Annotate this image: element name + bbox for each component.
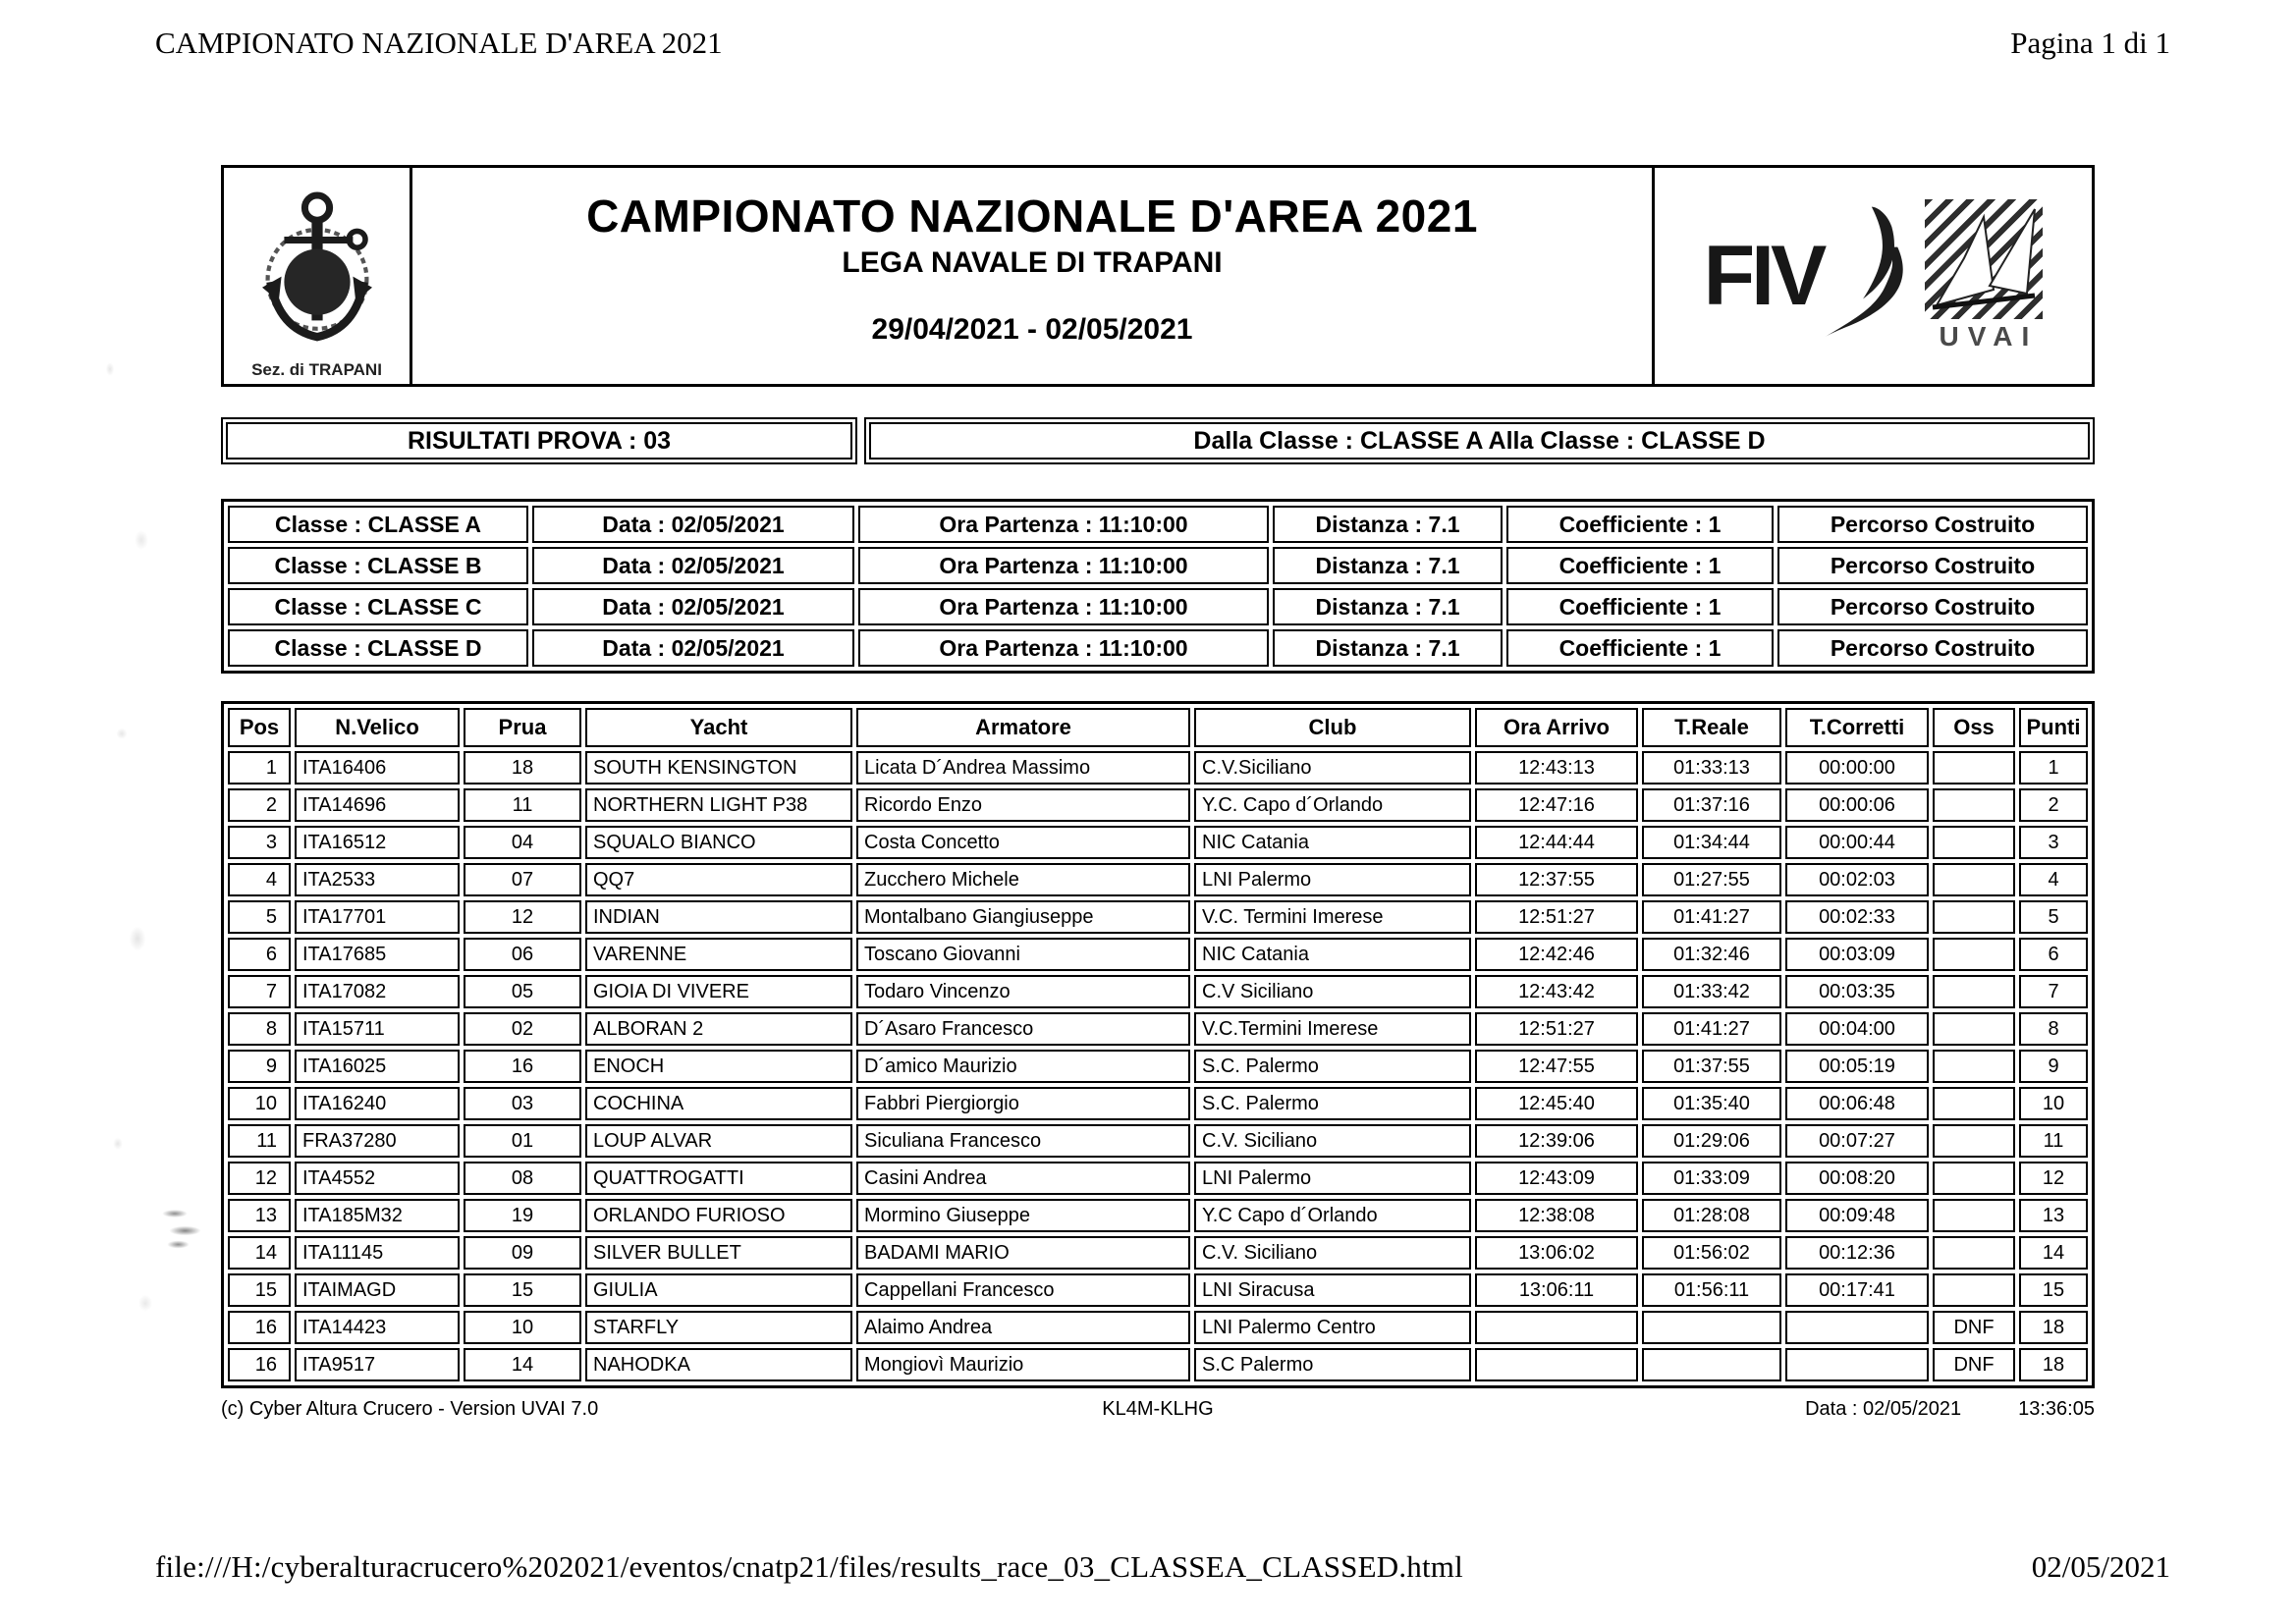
table-row-cell: Zucchero Michele <box>856 863 1190 896</box>
class-row-cell: Percorso Costruito <box>1777 547 2088 584</box>
table-row-cell: 6 <box>2019 938 2088 971</box>
table-row-cell: 4 <box>2019 863 2088 896</box>
table-row <box>228 1348 2088 1381</box>
table-row-cell: QUATTROGATTI <box>585 1162 852 1195</box>
table-row-cell: Costa Concetto <box>856 826 1190 859</box>
column-header: Oss <box>1933 708 2015 747</box>
table-row-cell <box>1933 1087 2015 1120</box>
class-row-cell: Coefficiente : 1 <box>1506 547 1774 584</box>
table-row-cell: 05 <box>464 975 581 1008</box>
class-table-body <box>228 506 2088 667</box>
table-row-cell: 01:56:11 <box>1642 1273 1781 1307</box>
table-row-cell: Casini Andrea <box>856 1162 1190 1195</box>
table-row <box>228 938 2088 971</box>
table-row-cell: DNF <box>1933 1348 2015 1381</box>
column-header: T.Corretti <box>1785 708 1929 747</box>
table-row-cell: 03 <box>464 1087 581 1120</box>
event-dates: 29/04/2021 - 02/05/2021 <box>871 313 1193 346</box>
table-row-cell: 01 <box>464 1124 581 1158</box>
table-row-cell: 19 <box>464 1199 581 1232</box>
table-row-cell: 8 <box>228 1012 291 1046</box>
table-row-cell: 08 <box>464 1162 581 1195</box>
table-row-cell: 01:32:46 <box>1642 938 1781 971</box>
table-row-cell: 15 <box>2019 1273 2088 1307</box>
table-row-cell: 11 <box>2019 1124 2088 1158</box>
table-row-cell: 00:00:06 <box>1785 788 1929 822</box>
lni-logo-caption: Sez. di TRAPANI <box>251 360 382 379</box>
table-row-cell: 6 <box>228 938 291 971</box>
table-row-cell: 1 <box>228 751 291 784</box>
table-row-cell: Mongiovì Maurizio <box>856 1348 1190 1381</box>
table-row-cell <box>1933 863 2015 896</box>
table-row-cell: 14 <box>2019 1236 2088 1270</box>
table-row-cell: S.C. Palermo <box>1194 1087 1471 1120</box>
table-row-cell <box>1933 1124 2015 1158</box>
footer-date: Data : 02/05/2021 <box>1805 1398 1962 1420</box>
table-row-cell: 01:56:02 <box>1642 1236 1781 1270</box>
table-row-cell: FRA37280 <box>295 1124 460 1158</box>
table-row-cell: ITA14696 <box>295 788 460 822</box>
table-row-cell: GIULIA <box>585 1273 852 1307</box>
table-row-cell: NIC Catania <box>1194 826 1471 859</box>
table-row-cell: D´Asaro Francesco <box>856 1012 1190 1046</box>
table-row-cell: 01:27:55 <box>1642 863 1781 896</box>
table-row-cell: 11 <box>464 788 581 822</box>
print-header <box>155 26 2170 61</box>
table-row-cell: LNI Palermo <box>1194 1162 1471 1195</box>
table-row-cell <box>1933 751 2015 784</box>
table-row-cell <box>1933 826 2015 859</box>
table-row-cell: 13 <box>2019 1199 2088 1232</box>
class-row <box>228 588 2088 625</box>
table-row-cell: S.C Palermo <box>1194 1348 1471 1381</box>
partner-logos-cell <box>1652 168 2092 384</box>
table-row-cell: Y.C Capo d´Orlando <box>1194 1199 1471 1232</box>
results-table <box>221 701 2095 1388</box>
footer-credit: (c) Cyber Altura Crucero - Version UVAI 7.0 <box>221 1398 599 1420</box>
table-row <box>228 900 2088 934</box>
table-row-cell <box>1785 1311 1929 1344</box>
results-header-row <box>228 708 2088 747</box>
table-row-cell: 12:37:55 <box>1475 863 1638 896</box>
table-row-cell: C.V Siciliano <box>1194 975 1471 1008</box>
table-row <box>228 1236 2088 1270</box>
table-row-cell: 00:09:48 <box>1785 1199 1929 1232</box>
table-row-cell: 09 <box>464 1236 581 1270</box>
class-row <box>228 547 2088 584</box>
table-row-cell: 00:12:36 <box>1785 1236 1929 1270</box>
scan-scribble-mark <box>147 1193 216 1262</box>
table-row-cell: 4 <box>228 863 291 896</box>
table-row-cell: 13:06:11 <box>1475 1273 1638 1307</box>
table-row-cell: Mormino Giuseppe <box>856 1199 1190 1232</box>
table-row-cell: ITA185M32 <box>295 1199 460 1232</box>
class-row-cell: Ora Partenza : 11:10:00 <box>858 506 1269 543</box>
column-header: T.Reale <box>1642 708 1781 747</box>
table-row-cell: 12:47:16 <box>1475 788 1638 822</box>
table-row-cell: 15 <box>464 1273 581 1307</box>
class-row-cell: Classe : CLASSE D <box>228 629 528 667</box>
table-row-cell: 00:04:00 <box>1785 1012 1929 1046</box>
table-row-cell: 01:33:13 <box>1642 751 1781 784</box>
page-number: Pagina 1 di 1 <box>2010 26 2170 60</box>
table-row-cell: 12:42:46 <box>1475 938 1638 971</box>
table-row-cell: 00:06:48 <box>1785 1087 1929 1120</box>
class-row-cell: Data : 02/05/2021 <box>532 547 854 584</box>
table-row <box>228 788 2088 822</box>
table-row-cell: Y.C. Capo d´Orlando <box>1194 788 1471 822</box>
table-row-cell: 00:07:27 <box>1785 1124 1929 1158</box>
table-row <box>228 751 2088 784</box>
footer-time: 13:36:05 <box>2018 1398 2095 1420</box>
print-footer <box>155 1549 2170 1585</box>
table-row-cell: 12:43:42 <box>1475 975 1638 1008</box>
table-row-cell: ITAIMAGD <box>295 1273 460 1307</box>
column-header: Armatore <box>856 708 1190 747</box>
column-header: N.Velico <box>295 708 460 747</box>
table-row-cell: SOUTH KENSINGTON <box>585 751 852 784</box>
table-row-cell: 12 <box>464 900 581 934</box>
table-row-cell: 15 <box>228 1273 291 1307</box>
table-row-cell: GIOIA DI VIVERE <box>585 975 852 1008</box>
table-row-cell: 00:02:03 <box>1785 863 1929 896</box>
table-row-cell: ORLANDO FURIOSO <box>585 1199 852 1232</box>
table-row-cell: Siculiana Francesco <box>856 1124 1190 1158</box>
document-body <box>221 165 2095 1421</box>
table-row-cell: NIC Catania <box>1194 938 1471 971</box>
table-row-cell: 10 <box>2019 1087 2088 1120</box>
table-row-cell: Licata D´Andrea Massimo <box>856 751 1190 784</box>
table-row <box>228 1273 2088 1307</box>
report-footer <box>221 1398 2095 1421</box>
table-row-cell: COCHINA <box>585 1087 852 1120</box>
file-url: file:///H:/cyberalturacrucero%202021/eventos/cnatp21/files/results_race_03_CLASSEA_CLASSED.html <box>155 1549 1463 1584</box>
table-row-cell: 02 <box>464 1012 581 1046</box>
class-row-cell: Ora Partenza : 11:10:00 <box>858 588 1269 625</box>
column-header: Punti <box>2019 708 2088 747</box>
table-row-cell: 1 <box>2019 751 2088 784</box>
table-row-cell: 18 <box>2019 1348 2088 1381</box>
lni-logo-cell <box>224 168 412 384</box>
table-row-cell <box>1642 1348 1781 1381</box>
column-header: Club <box>1194 708 1471 747</box>
table-row-cell <box>1933 1012 2015 1046</box>
table-row-cell: 00:03:09 <box>1785 938 1929 971</box>
table-row-cell: V.C.Termini Imerese <box>1194 1012 1471 1046</box>
table-row-cell: 16 <box>228 1311 291 1344</box>
table-row-cell <box>1475 1311 1638 1344</box>
table-row-cell: 2 <box>228 788 291 822</box>
table-row-cell: 3 <box>228 826 291 859</box>
table-row-cell: 12:43:09 <box>1475 1162 1638 1195</box>
table-row-cell: 01:41:27 <box>1642 1012 1781 1046</box>
class-row-cell: Distanza : 7.1 <box>1273 547 1503 584</box>
table-row-cell: ITA17685 <box>295 938 460 971</box>
table-row-cell: ITA17082 <box>295 975 460 1008</box>
table-row-cell: 8 <box>2019 1012 2088 1046</box>
table-row-cell: ENOCH <box>585 1050 852 1083</box>
table-row-cell <box>1642 1311 1781 1344</box>
class-row-cell: Distanza : 7.1 <box>1273 629 1503 667</box>
table-row-cell: ITA17701 <box>295 900 460 934</box>
table-row-cell: 01:37:16 <box>1642 788 1781 822</box>
table-row-cell: LOUP ALVAR <box>585 1124 852 1158</box>
column-header: Yacht <box>585 708 852 747</box>
table-row-cell <box>1933 1273 2015 1307</box>
table-row-cell: ITA2533 <box>295 863 460 896</box>
fiv-logo-icon: FIV <box>1704 202 1910 350</box>
table-row-cell: Cappellani Francesco <box>856 1273 1190 1307</box>
table-row-cell: 01:28:08 <box>1642 1199 1781 1232</box>
table-row-cell: Alaimo Andrea <box>856 1311 1190 1344</box>
table-row-cell: VARENNE <box>585 938 852 971</box>
table-row-cell: 04 <box>464 826 581 859</box>
table-row-cell: 06 <box>464 938 581 971</box>
table-row-cell: 12:39:06 <box>1475 1124 1638 1158</box>
table-row-cell: 13:06:02 <box>1475 1236 1638 1270</box>
table-row-cell <box>1933 1162 2015 1195</box>
event-header-box <box>221 165 2095 387</box>
table-row <box>228 826 2088 859</box>
table-row-cell: ITA16025 <box>295 1050 460 1083</box>
table-row-cell: ALBORAN 2 <box>585 1012 852 1046</box>
table-row-cell: 00:00:00 <box>1785 751 1929 784</box>
column-header: Prua <box>464 708 581 747</box>
table-row <box>228 1311 2088 1344</box>
table-row-cell: BADAMI MARIO <box>856 1236 1190 1270</box>
uvai-logo-icon: UVAI <box>1925 199 2043 352</box>
table-row-cell <box>1933 788 2015 822</box>
table-row-cell: 00:08:20 <box>1785 1162 1929 1195</box>
table-row-cell: C.V.Siciliano <box>1194 751 1471 784</box>
table-row-cell: C.V. Siciliano <box>1194 1236 1471 1270</box>
table-row-cell: ITA11145 <box>295 1236 460 1270</box>
class-row-cell: Percorso Costruito <box>1777 629 2088 667</box>
table-row-cell: 12:43:13 <box>1475 751 1638 784</box>
table-row-cell: 00:02:33 <box>1785 900 1929 934</box>
table-row-cell: SILVER BULLET <box>585 1236 852 1270</box>
table-row-cell: D´amico Maurizio <box>856 1050 1190 1083</box>
table-row <box>228 975 2088 1008</box>
class-row-cell: Classe : CLASSE A <box>228 506 528 543</box>
table-row-cell: 14 <box>228 1236 291 1270</box>
class-row-cell: Distanza : 7.1 <box>1273 506 1503 543</box>
table-row-cell: LNI Palermo <box>1194 863 1471 896</box>
class-row-cell: Classe : CLASSE B <box>228 547 528 584</box>
table-row-cell: 7 <box>2019 975 2088 1008</box>
table-row-cell: 18 <box>2019 1311 2088 1344</box>
table-row-cell: SQUALO BIANCO <box>585 826 852 859</box>
table-row <box>228 1199 2088 1232</box>
table-row-cell: QQ7 <box>585 863 852 896</box>
table-row <box>228 1087 2088 1120</box>
table-row-cell <box>1933 1199 2015 1232</box>
table-row-cell: C.V. Siciliano <box>1194 1124 1471 1158</box>
table-row-cell: 3 <box>2019 826 2088 859</box>
table-row-cell: 00:03:35 <box>1785 975 1929 1008</box>
table-row <box>228 1012 2088 1046</box>
table-row-cell: LNI Siracusa <box>1194 1273 1471 1307</box>
class-row-cell: Data : 02/05/2021 <box>532 629 854 667</box>
table-row-cell: 5 <box>2019 900 2088 934</box>
table-row <box>228 863 2088 896</box>
table-row <box>228 1050 2088 1083</box>
table-row-cell: ITA9517 <box>295 1348 460 1381</box>
column-header: Pos <box>228 708 291 747</box>
class-row-cell: Percorso Costruito <box>1777 506 2088 543</box>
table-row-cell: 12 <box>2019 1162 2088 1195</box>
table-row-cell: LNI Palermo Centro <box>1194 1311 1471 1344</box>
table-row-cell: 10 <box>464 1311 581 1344</box>
scan-noise-band <box>94 255 173 1394</box>
print-date: 02/05/2021 <box>2031 1549 2170 1584</box>
class-row-cell: Ora Partenza : 11:10:00 <box>858 547 1269 584</box>
table-row-cell: ITA4552 <box>295 1162 460 1195</box>
banner-row <box>221 417 2095 464</box>
class-row <box>228 629 2088 667</box>
table-row-cell: ITA14423 <box>295 1311 460 1344</box>
table-row-cell: ITA16512 <box>295 826 460 859</box>
table-row-cell <box>1785 1348 1929 1381</box>
table-row-cell: ITA16240 <box>295 1087 460 1120</box>
table-row-cell: 00:05:19 <box>1785 1050 1929 1083</box>
table-row-cell <box>1475 1348 1638 1381</box>
class-row <box>228 506 2088 543</box>
table-row-cell: 9 <box>228 1050 291 1083</box>
class-row-cell: Coefficiente : 1 <box>1506 506 1774 543</box>
table-row-cell: 12:45:40 <box>1475 1087 1638 1120</box>
table-row-cell: ITA16406 <box>295 751 460 784</box>
table-row-cell: 00:17:41 <box>1785 1273 1929 1307</box>
table-row-cell: 07 <box>464 863 581 896</box>
table-row-cell: 10 <box>228 1087 291 1120</box>
event-title: CAMPIONATO NAZIONALE D'AREA 2021 <box>586 190 1478 242</box>
table-row-cell <box>1933 975 2015 1008</box>
table-row-cell: INDIAN <box>585 900 852 934</box>
race-banner: RISULTATI PROVA : 03 <box>221 417 857 464</box>
table-row-cell <box>1933 1050 2015 1083</box>
table-row-cell: 7 <box>228 975 291 1008</box>
class-row-cell: Percorso Costruito <box>1777 588 2088 625</box>
table-row-cell <box>1933 938 2015 971</box>
class-row-cell: Coefficiente : 1 <box>1506 629 1774 667</box>
table-row-cell: ITA15711 <box>295 1012 460 1046</box>
table-row-cell: 01:33:09 <box>1642 1162 1781 1195</box>
table-row-cell: S.C. Palermo <box>1194 1050 1471 1083</box>
table-row-cell: 2 <box>2019 788 2088 822</box>
table-row-cell: 01:33:42 <box>1642 975 1781 1008</box>
table-row-cell: 00:00:44 <box>1785 826 1929 859</box>
table-row-cell: 01:29:06 <box>1642 1124 1781 1158</box>
event-title-cell <box>412 168 1652 384</box>
results-table-body <box>228 751 2088 1381</box>
class-row-cell: Data : 02/05/2021 <box>532 588 854 625</box>
table-row-cell: DNF <box>1933 1311 2015 1344</box>
table-row <box>228 1162 2088 1195</box>
class-row-cell: Ora Partenza : 11:10:00 <box>858 629 1269 667</box>
class-range-banner: Dalla Classe : CLASSE A Alla Classe : CLASSE D <box>864 417 2095 464</box>
event-subtitle: LEGA NAVALE DI TRAPANI <box>842 246 1223 279</box>
class-row-cell: Classe : CLASSE C <box>228 588 528 625</box>
class-row-cell: Coefficiente : 1 <box>1506 588 1774 625</box>
table-row-cell: 12:51:27 <box>1475 1012 1638 1046</box>
table-row-cell: Ricordo Enzo <box>856 788 1190 822</box>
class-row-cell: Data : 02/05/2021 <box>532 506 854 543</box>
table-row-cell <box>1933 900 2015 934</box>
table-row-cell: 5 <box>228 900 291 934</box>
table-row-cell: 12 <box>228 1162 291 1195</box>
table-row-cell: 12:47:55 <box>1475 1050 1638 1083</box>
table-row-cell: STARFLY <box>585 1311 852 1344</box>
table-row-cell: 9 <box>2019 1050 2088 1083</box>
table-row-cell: 01:41:27 <box>1642 900 1781 934</box>
class-info-table <box>221 499 2095 674</box>
table-row-cell: 01:35:40 <box>1642 1087 1781 1120</box>
print-header-title: CAMPIONATO NAZIONALE D'AREA 2021 <box>155 26 723 60</box>
table-row-cell: V.C. Termini Imerese <box>1194 900 1471 934</box>
table-row-cell: 16 <box>464 1050 581 1083</box>
table-row-cell: 11 <box>228 1124 291 1158</box>
table-row-cell: Fabbri Piergiorgio <box>856 1087 1190 1120</box>
table-row <box>228 1124 2088 1158</box>
table-row-cell: 12:44:44 <box>1475 826 1638 859</box>
table-row-cell: Montalbano Giangiuseppe <box>856 900 1190 934</box>
lni-anchor-icon <box>248 189 386 358</box>
table-row-cell: 18 <box>464 751 581 784</box>
table-row-cell: NORTHERN LIGHT P38 <box>585 788 852 822</box>
table-row-cell <box>1933 1236 2015 1270</box>
table-row-cell: Todaro Vincenzo <box>856 975 1190 1008</box>
table-row-cell: 01:37:55 <box>1642 1050 1781 1083</box>
table-row-cell: 13 <box>228 1199 291 1232</box>
footer-code: KL4M-KLHG <box>1102 1398 1214 1420</box>
table-row-cell: Toscano Giovanni <box>856 938 1190 971</box>
table-row-cell: 12:51:27 <box>1475 900 1638 934</box>
table-row-cell: 16 <box>228 1348 291 1381</box>
table-row-cell: 12:38:08 <box>1475 1199 1638 1232</box>
table-row-cell: NAHODKA <box>585 1348 852 1381</box>
table-row-cell: 01:34:44 <box>1642 826 1781 859</box>
column-header: Ora Arrivo <box>1475 708 1638 747</box>
table-row-cell: 14 <box>464 1348 581 1381</box>
class-row-cell: Distanza : 7.1 <box>1273 588 1503 625</box>
